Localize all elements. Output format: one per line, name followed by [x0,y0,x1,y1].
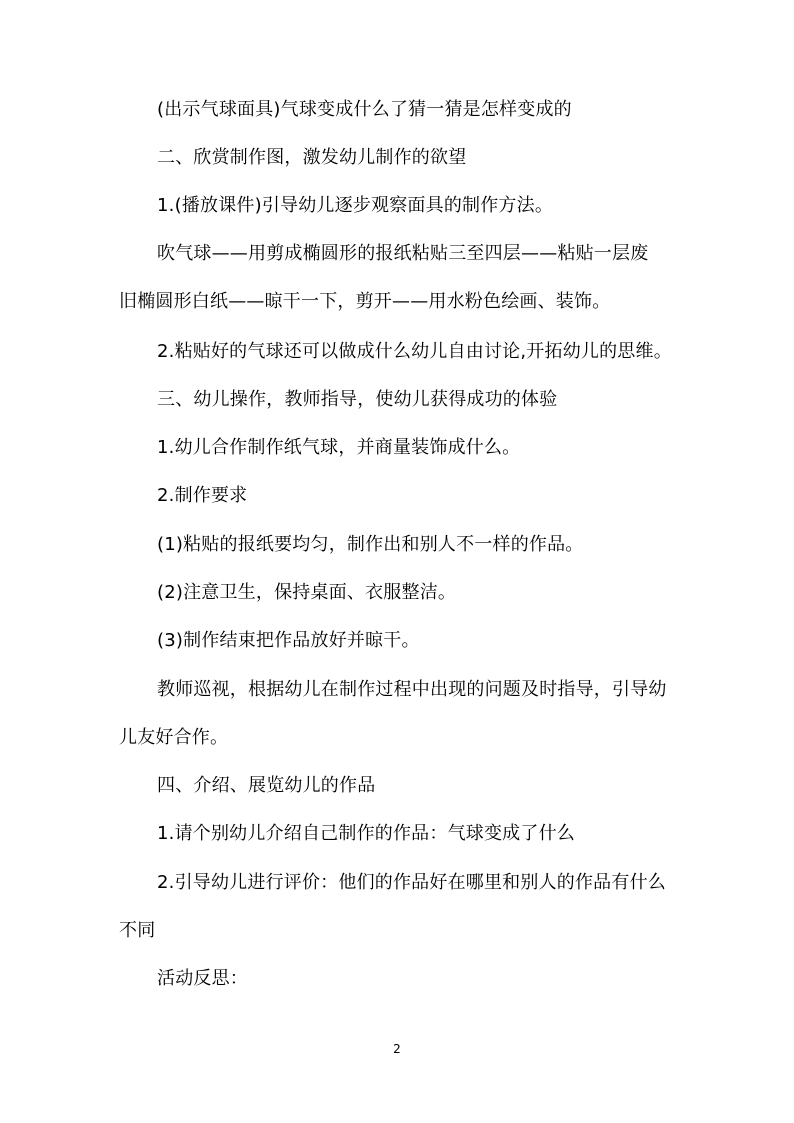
text-line: 吹气球——用剪成椭圆形的报纸粘贴三至四层——粘贴一层废 [157,243,649,264]
text-line: 2.引导幼儿进行评价：他们的作品好在哪里和别人的作品有什么 [157,872,666,893]
section-heading: 二、欣赏制作图，激发幼儿制作的欲望 [157,147,467,168]
text-line: 2.制作要求 [157,485,248,506]
text-line: 1.请个别幼儿介绍自己制作的作品：气球变成了什么 [157,823,575,844]
text-line: 教师巡视，根据幼儿在制作过程中出现的问题及时指导，引导幼 [157,679,667,700]
text-line: 1.幼儿合作制作纸气球，并商量装饰成什么。 [157,437,521,458]
text-line: 2.粘贴好的气球还可以做成什么幼儿自由讨论,开拓幼儿的思维。 [157,341,672,362]
text-line: 旧椭圆形白纸——晾干一下，剪开——用水粉色绘画、装饰。 [119,291,611,312]
text-line: (3)制作结束把作品放好并晾干。 [157,630,420,651]
text-line: 不同 [119,920,156,941]
text-line: 儿友好合作。 [119,727,229,748]
text-line: (1)粘贴的报纸要均匀，制作出和别人不一样的作品。 [157,534,584,555]
page-number: 2 [393,1042,401,1056]
text-line: (2)注意卫生，保持桌面、衣服整洁。 [157,582,457,603]
text-line: 1.(播放课件)引导幼儿逐步观察面具的制作方法。 [157,195,554,216]
section-heading: 三、幼儿操作，教师指导，使幼儿获得成功的体验 [157,389,558,410]
text-line: 活动反思： [157,968,248,989]
section-heading: 四、介绍、展览幼儿的作品 [157,775,376,796]
text-line: (出示气球面具)气球变成什么了猜一猜是怎样变成的 [157,99,572,120]
